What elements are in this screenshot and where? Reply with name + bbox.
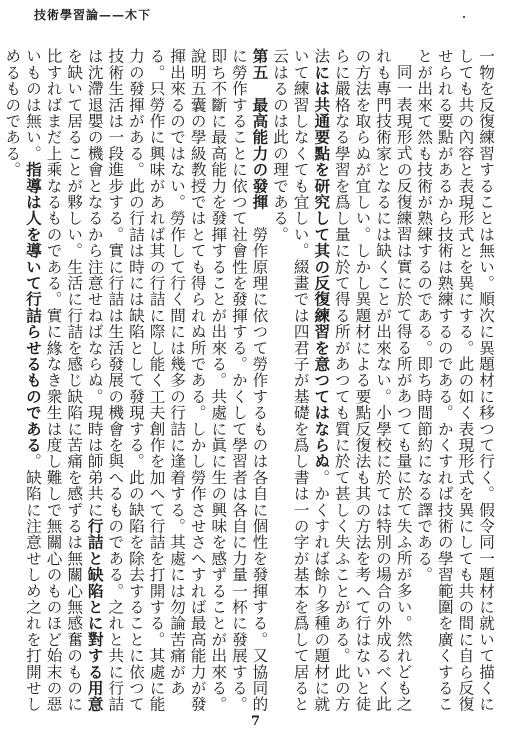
article-body: [3, 48, 496, 713]
section-5-run-2: 勞作原理に依つて勞作するものは各自に個性を發揮する。又協同的に勞作することに依つて社會性を發揮する。かくして學習者は各自に力量一杯に發展する。即ち不斷に最高能力を發揮することが出來る。共處に眞に生の興味を感ずることが出來る。說明五囊の學級教授ではとても得られぬ所である。しかし勞作させさへすれば最高能力が發揮出來るのではない。勞作して行く間には幾多の行詰に逢着する。其處には勿論苦痛がある。只勞作に興味があれば其の行詰に際し能く工夫創作を加へて行詰を打開する。其處に能力の發揮がある。此の行詰は時には缺陷として發現する。此の缺陷を除去することに依つて技術生活は一段進步する。實に行詰は生活發展の機會を與へるものである。之れと共に行詰は沈滯退嬰の機會となるから注意せねばならぬ。現時は師弟共に: [85, 48, 269, 713]
section-5-paragraph: [2, 48, 270, 713]
paragraph-1-text: 式とを異にする。此の如く表現形式を異にしても共の間に自ら反復せられる要點があるから技術は熟練するのである。かくすれば技術の學習範圍を廣くすることが出來て然も技術が熟練するのである。即ち時間節約になる譯である。: [415, 48, 475, 713]
page-number: 7: [251, 714, 261, 729]
print-speck: [463, 16, 465, 18]
section-5-run-4: を缺いて居ることが夥しい。生活に行詰を感じ缺陷に苦痛を感ずるは無關心無感奮のものに比すればまだ上乘なるものである。實に緣なき衆生は度し難しで無關心のものほど始末の惡いものは無い。: [23, 48, 84, 713]
section-heading: 第五 最高能力の發揮: [250, 48, 270, 210]
running-header: 技術學習論——木下: [34, 8, 152, 22]
paragraph-2: [269, 48, 413, 713]
opening-line: 一物を反復練習することは無い。順次に異題材に移つて行く。假令同一題材に就いて描くにしても共の內容と表現形: [456, 48, 495, 713]
emphasis-guidance: 指導は人を導いて行詰らせるものである: [23, 161, 43, 454]
section-5-run-6: 。缺陷に注意せしめ之れを打開せしめるものである。: [3, 48, 42, 713]
opening-line-paragraph: [414, 48, 496, 713]
emphasis-readiness: 行詰と缺陷とに對する用意: [85, 517, 105, 713]
emphasis-common-points: には共通要點を研究して其の反復練習を意つてはならぬ: [312, 64, 332, 470]
paragraph-2-run-3: 。かくすれば餘り多種の題材に就いて練習しなくても宜しい。綴畫では四君子が基礎を爲し書は一の字が基本を爲して居ると云はるのは此の理である。: [271, 48, 331, 713]
paragraph-2-run-1: 同一表現形式の反復練習は實に於て得る所があつても量に於て失ふ所が多い。然れども之れも專門技術家となるには缺くことが出來ない。小學校に於ては特別の場合の外成るべく此の方法を取らぬが宜しい。しかし異題材による要點反復法も其の方法を考へて行はないと徒らに嚴格なる學習を爲し量に於て得る所があつても質に於て甚しく失ふことがある。此の方法: [312, 48, 413, 713]
